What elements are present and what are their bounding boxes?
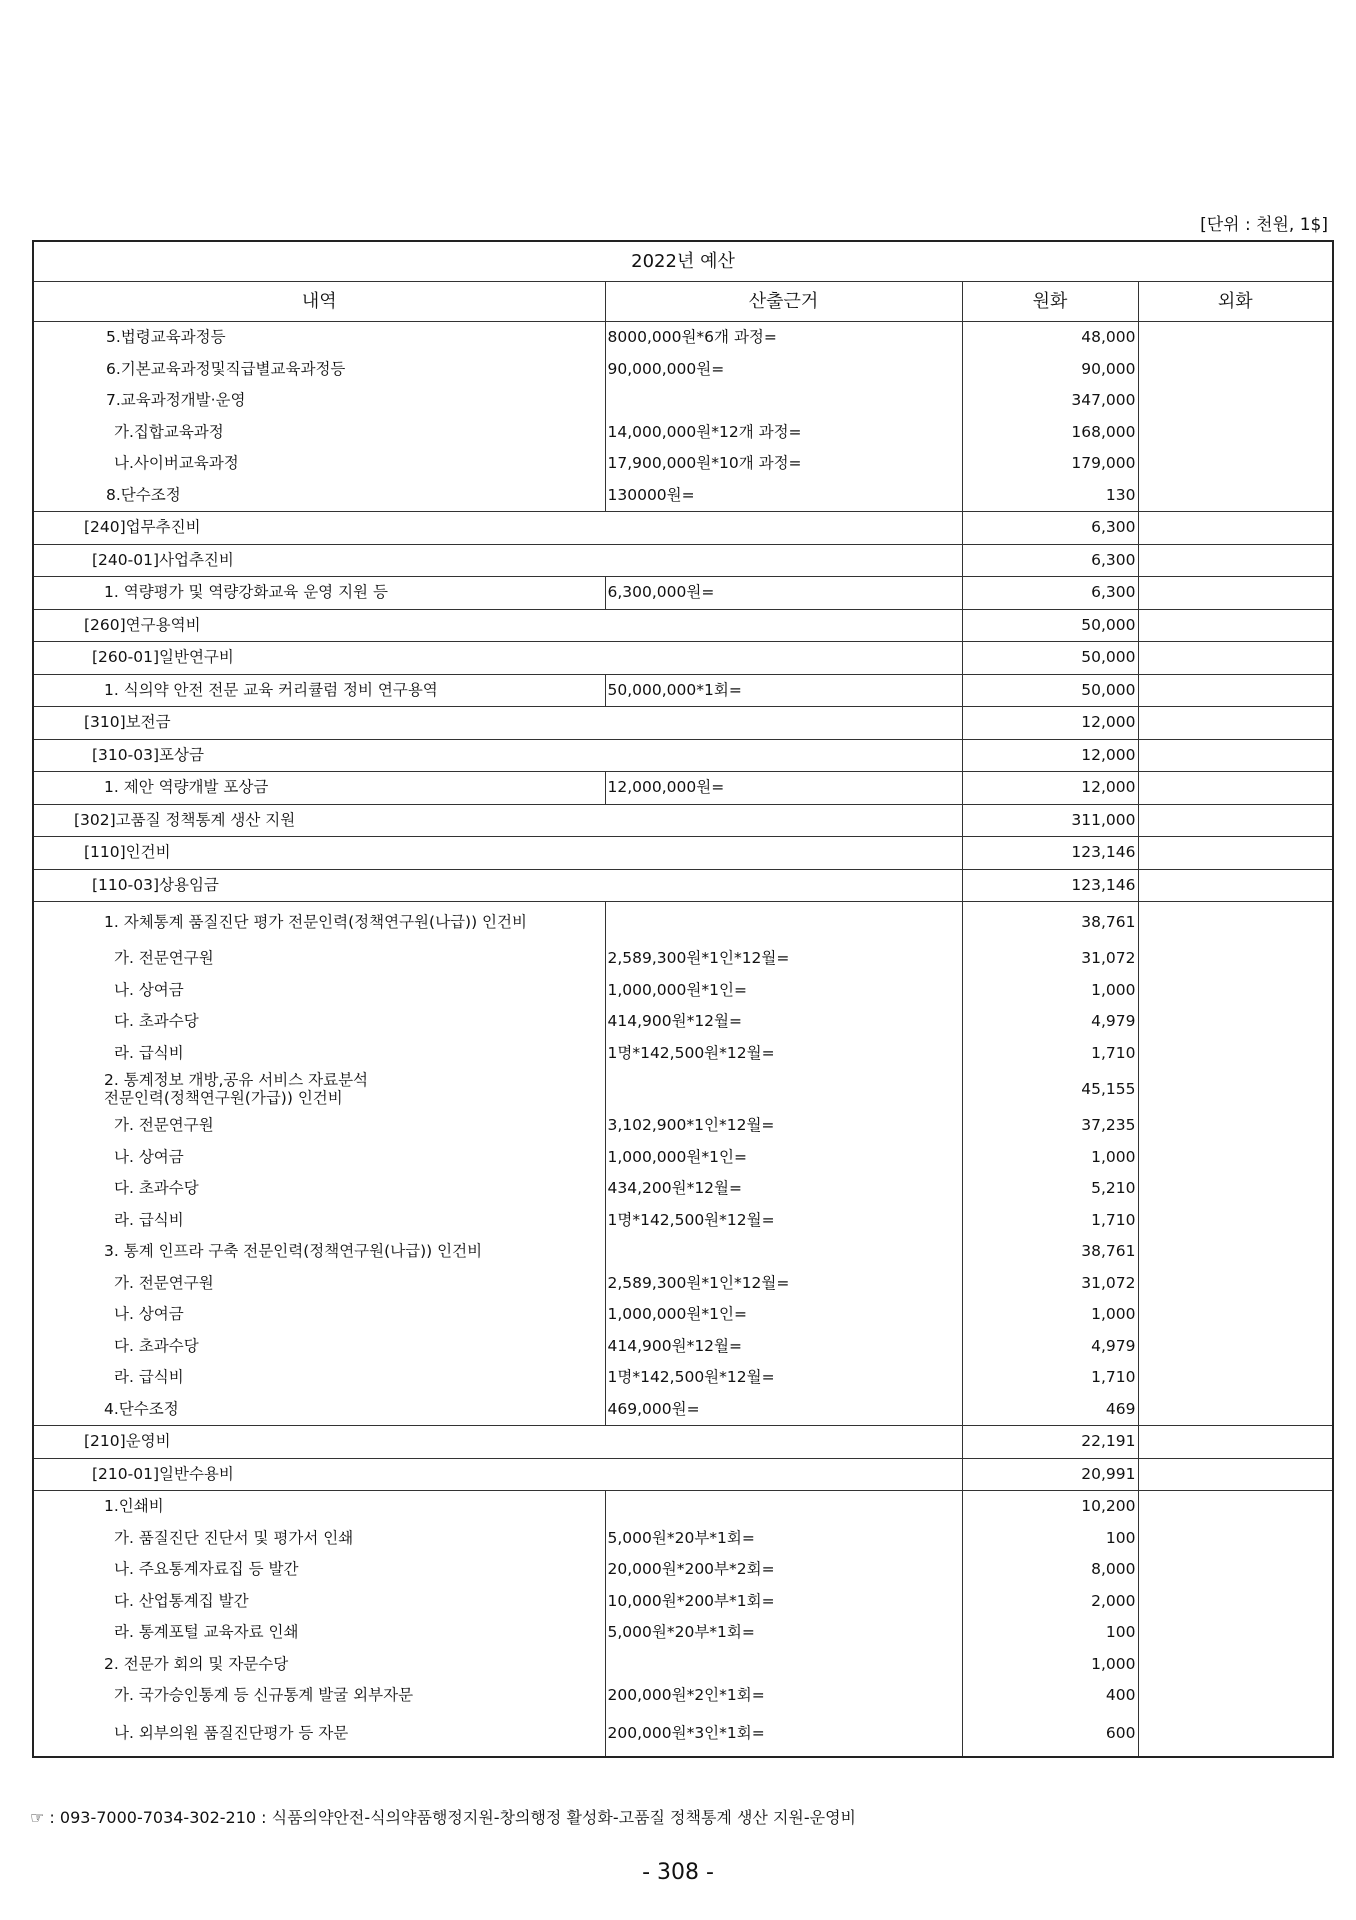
budget-table [32, 240, 1334, 1758]
row-basis: 1,000,000원*1인= [605, 1299, 962, 1331]
row-basis [605, 385, 962, 417]
table-row [33, 417, 1333, 449]
row-item: 나. 주요통계자료집 등 발간 [33, 1554, 605, 1586]
row-krw-amount: 8,000 [962, 1554, 1138, 1586]
row-item: 5.법령교육과정등 [33, 322, 605, 354]
row-krw-amount: 123,146 [962, 837, 1138, 870]
row-item: 다. 초과수당 [33, 1173, 605, 1205]
row-krw-amount: 311,000 [962, 804, 1138, 837]
row-fx-amount [1138, 1680, 1333, 1712]
table-row [33, 1491, 1333, 1523]
row-item: [260]연구용역비 [33, 609, 962, 642]
row-fx-amount [1138, 1205, 1333, 1237]
table-row [33, 869, 1333, 902]
table-row [33, 1038, 1333, 1070]
row-basis: 5,000원*20부*1회= [605, 1523, 962, 1555]
row-fx-amount [1138, 804, 1333, 837]
row-krw-amount: 1,000 [962, 1649, 1138, 1681]
row-item: 나. 외부의원 품질진단평가 등 자문 [33, 1712, 605, 1757]
table-row [33, 385, 1333, 417]
row-krw-amount: 1,000 [962, 975, 1138, 1007]
row-fx-amount [1138, 385, 1333, 417]
row-krw-amount: 20,991 [962, 1458, 1138, 1491]
table-row [33, 1523, 1333, 1555]
row-basis [605, 1236, 962, 1268]
row-krw-amount: 1,710 [962, 1205, 1138, 1237]
row-fx-amount [1138, 577, 1333, 610]
col-krw-header: 원화 [962, 282, 1138, 322]
row-basis: 50,000,000*1회= [605, 674, 962, 707]
row-item: [110-03]상용임금 [33, 869, 962, 902]
table-row [33, 577, 1333, 610]
table-row [33, 322, 1333, 354]
row-fx-amount [1138, 512, 1333, 545]
table-row [33, 544, 1333, 577]
row-basis: 12,000,000원= [605, 772, 962, 805]
row-krw-amount: 6,300 [962, 544, 1138, 577]
table-row [33, 1142, 1333, 1174]
row-item: 나. 상여금 [33, 1299, 605, 1331]
row-fx-amount [1138, 1586, 1333, 1618]
row-fx-amount [1138, 1299, 1333, 1331]
row-fx-amount [1138, 902, 1333, 944]
row-fx-amount [1138, 1426, 1333, 1459]
row-fx-amount [1138, 1069, 1333, 1110]
row-fx-amount [1138, 1362, 1333, 1394]
table-row [33, 1006, 1333, 1038]
row-krw-amount: 48,000 [962, 322, 1138, 354]
row-item: [110]인건비 [33, 837, 962, 870]
row-krw-amount: 347,000 [962, 385, 1138, 417]
row-krw-amount: 50,000 [962, 674, 1138, 707]
table-row [33, 480, 1333, 512]
row-basis: 5,000원*20부*1회= [605, 1617, 962, 1649]
row-item: [240]업무추진비 [33, 512, 962, 545]
row-item: [310]보전금 [33, 707, 962, 740]
row-item: 1. 식의약 안전 전문 교육 커리큘럼 정비 연구용역 [33, 674, 605, 707]
row-fx-amount [1138, 544, 1333, 577]
row-item: 7.교육과정개발·운영 [33, 385, 605, 417]
table-row [33, 1586, 1333, 1618]
row-krw-amount: 100 [962, 1617, 1138, 1649]
row-fx-amount [1138, 1554, 1333, 1586]
row-basis [605, 1491, 962, 1523]
row-krw-amount: 22,191 [962, 1426, 1138, 1459]
row-item: 3. 통계 인프라 구축 전문인력(정책연구원(나급)) 인건비 [33, 1236, 605, 1268]
row-item: 8.단수조정 [33, 480, 605, 512]
row-item: [210]운영비 [33, 1426, 962, 1459]
row-basis: 1명*142,500원*12월= [605, 1038, 962, 1070]
row-fx-amount [1138, 943, 1333, 975]
page-number: - 308 - [642, 1860, 714, 1885]
row-item: 1. 역량평가 및 역량강화교육 운영 지원 등 [33, 577, 605, 610]
row-krw-amount: 469 [962, 1394, 1138, 1426]
row-basis: 6,300,000원= [605, 577, 962, 610]
table-row [33, 1617, 1333, 1649]
row-basis [605, 902, 962, 944]
row-basis: 1명*142,500원*12월= [605, 1362, 962, 1394]
row-krw-amount: 4,979 [962, 1006, 1138, 1038]
row-krw-amount: 1,710 [962, 1038, 1138, 1070]
row-item: 나.사이버교육과정 [33, 448, 605, 480]
row-krw-amount: 38,761 [962, 1236, 1138, 1268]
budget-code-footnote: ☞ : 093-7000-7034-302-210 : 식품의약안전-식의약품행정지원-창의행정 활성화-고품질 정책통계 생산 지원-운영비 [30, 1808, 857, 1827]
table-row [33, 1362, 1333, 1394]
row-krw-amount: 179,000 [962, 448, 1138, 480]
row-krw-amount: 12,000 [962, 707, 1138, 740]
table-row [33, 674, 1333, 707]
row-basis: 1명*142,500원*12월= [605, 1205, 962, 1237]
row-krw-amount: 6,300 [962, 512, 1138, 545]
table-row [33, 1458, 1333, 1491]
row-basis: 17,900,000원*10개 과정= [605, 448, 962, 480]
row-fx-amount [1138, 1038, 1333, 1070]
row-basis: 2,589,300원*1인*12월= [605, 943, 962, 975]
row-basis: 14,000,000원*12개 과정= [605, 417, 962, 449]
row-basis: 8000,000원*6개 과정= [605, 322, 962, 354]
row-krw-amount: 38,761 [962, 902, 1138, 944]
row-krw-amount: 31,072 [962, 1268, 1138, 1300]
row-fx-amount [1138, 739, 1333, 772]
row-krw-amount: 1,000 [962, 1299, 1138, 1331]
row-fx-amount [1138, 837, 1333, 870]
year-header: 2022년 예산 [33, 241, 1333, 282]
row-item: 가.집합교육과정 [33, 417, 605, 449]
row-basis [605, 1649, 962, 1681]
row-fx-amount [1138, 1712, 1333, 1757]
row-fx-amount [1138, 448, 1333, 480]
row-item: [240-01]사업추진비 [33, 544, 962, 577]
row-krw-amount: 4,979 [962, 1331, 1138, 1363]
row-item: [302]고품질 정책통계 생산 지원 [33, 804, 962, 837]
table-row [33, 975, 1333, 1007]
table-row [33, 707, 1333, 740]
row-item: 다. 초과수당 [33, 1331, 605, 1363]
row-fx-amount [1138, 1236, 1333, 1268]
table-row [33, 772, 1333, 805]
row-basis: 469,000원= [605, 1394, 962, 1426]
table-row [33, 448, 1333, 480]
table-row [33, 1680, 1333, 1712]
table-row [33, 1205, 1333, 1237]
row-fx-amount [1138, 1649, 1333, 1681]
row-krw-amount: 45,155 [962, 1069, 1138, 1110]
row-krw-amount: 400 [962, 1680, 1138, 1712]
row-krw-amount: 130 [962, 480, 1138, 512]
row-fx-amount [1138, 1142, 1333, 1174]
row-fx-amount [1138, 1006, 1333, 1038]
row-basis [605, 1069, 962, 1110]
row-basis: 20,000원*200부*2회= [605, 1554, 962, 1586]
table-row [33, 1268, 1333, 1300]
row-item: 2. 통계정보 개방,공유 서비스 자료분석 전문인력(정책연구원(가급)) 인건비 [33, 1069, 605, 1110]
table-row [33, 1394, 1333, 1426]
col-basis-header: 산출근거 [605, 282, 962, 322]
row-krw-amount: 123,146 [962, 869, 1138, 902]
row-basis: 3,102,900*1인*12월= [605, 1110, 962, 1142]
row-item: 나. 상여금 [33, 1142, 605, 1174]
row-krw-amount: 2,000 [962, 1586, 1138, 1618]
table-row [33, 354, 1333, 386]
table-row [33, 739, 1333, 772]
row-item: 가. 전문연구원 [33, 1268, 605, 1300]
row-fx-amount [1138, 642, 1333, 675]
row-item: 1. 제안 역량개발 포상금 [33, 772, 605, 805]
row-fx-amount [1138, 772, 1333, 805]
table-row [33, 804, 1333, 837]
row-item: [210-01]일반수용비 [33, 1458, 962, 1491]
row-item: 가. 국가승인통계 등 신규통계 발굴 외부자문 [33, 1680, 605, 1712]
row-item: 다. 산업통계집 발간 [33, 1586, 605, 1618]
table-row [33, 1236, 1333, 1268]
row-krw-amount: 50,000 [962, 642, 1138, 675]
row-item: 가. 품질진단 진단서 및 평가서 인쇄 [33, 1523, 605, 1555]
row-item: 1.인쇄비 [33, 1491, 605, 1523]
row-krw-amount: 1,000 [962, 1142, 1138, 1174]
row-krw-amount: 12,000 [962, 739, 1138, 772]
row-item: 가. 전문연구원 [33, 943, 605, 975]
row-basis: 414,900원*12월= [605, 1331, 962, 1363]
row-item: 1. 자체통계 품질진단 평가 전문인력(정책연구원(나급)) 인건비 [33, 902, 605, 944]
row-krw-amount: 90,000 [962, 354, 1138, 386]
row-fx-amount [1138, 354, 1333, 386]
table-row [33, 609, 1333, 642]
row-krw-amount: 6,300 [962, 577, 1138, 610]
row-basis: 10,000원*200부*1회= [605, 1586, 962, 1618]
table-row [33, 1173, 1333, 1205]
table-row [33, 837, 1333, 870]
row-fx-amount [1138, 1394, 1333, 1426]
table-row [33, 1712, 1333, 1757]
row-fx-amount [1138, 707, 1333, 740]
row-krw-amount: 37,235 [962, 1110, 1138, 1142]
row-basis: 1,000,000원*1인= [605, 975, 962, 1007]
row-item: 라. 통계포털 교육자료 인쇄 [33, 1617, 605, 1649]
row-fx-amount [1138, 480, 1333, 512]
table-row [33, 1649, 1333, 1681]
row-basis: 90,000,000원= [605, 354, 962, 386]
table-row [33, 1110, 1333, 1142]
row-item: 6.기본교육과정및직급별교육과정등 [33, 354, 605, 386]
unit-label: [단위 : 천원, 1$] [1200, 215, 1328, 235]
table-row [33, 1069, 1333, 1110]
table-row [33, 1299, 1333, 1331]
row-fx-amount [1138, 417, 1333, 449]
row-fx-amount [1138, 609, 1333, 642]
table-row [33, 642, 1333, 675]
row-krw-amount: 10,200 [962, 1491, 1138, 1523]
row-fx-amount [1138, 1331, 1333, 1363]
table-row [33, 902, 1333, 944]
row-fx-amount [1138, 1458, 1333, 1491]
row-krw-amount: 100 [962, 1523, 1138, 1555]
row-fx-amount [1138, 1523, 1333, 1555]
row-basis: 414,900원*12월= [605, 1006, 962, 1038]
table-row [33, 1554, 1333, 1586]
row-fx-amount [1138, 1268, 1333, 1300]
row-fx-amount [1138, 1110, 1333, 1142]
row-krw-amount: 1,710 [962, 1362, 1138, 1394]
row-fx-amount [1138, 1173, 1333, 1205]
row-basis: 200,000원*3인*1회= [605, 1712, 962, 1757]
row-item: 라. 급식비 [33, 1038, 605, 1070]
row-krw-amount: 168,000 [962, 417, 1138, 449]
row-item: 다. 초과수당 [33, 1006, 605, 1038]
row-item: 라. 급식비 [33, 1205, 605, 1237]
row-krw-amount: 600 [962, 1712, 1138, 1757]
col-fx-header: 외화 [1138, 282, 1333, 322]
row-item: 2. 전문가 회의 및 자문수당 [33, 1649, 605, 1681]
row-item: 라. 급식비 [33, 1362, 605, 1394]
row-fx-amount [1138, 674, 1333, 707]
row-basis: 200,000원*2인*1회= [605, 1680, 962, 1712]
row-fx-amount [1138, 975, 1333, 1007]
row-item: 나. 상여금 [33, 975, 605, 1007]
row-fx-amount [1138, 869, 1333, 902]
row-fx-amount [1138, 1491, 1333, 1523]
table-row [33, 1426, 1333, 1459]
budget-body [33, 322, 1333, 1757]
row-basis: 2,589,300원*1인*12월= [605, 1268, 962, 1300]
row-fx-amount [1138, 1617, 1333, 1649]
table-row [33, 1331, 1333, 1363]
row-krw-amount: 5,210 [962, 1173, 1138, 1205]
row-item: 가. 전문연구원 [33, 1110, 605, 1142]
row-item: [260-01]일반연구비 [33, 642, 962, 675]
table-row [33, 943, 1333, 975]
row-basis: 1,000,000원*1인= [605, 1142, 962, 1174]
col-item-header: 내역 [33, 282, 605, 322]
row-basis: 434,200원*12월= [605, 1173, 962, 1205]
row-item: [310-03]포상금 [33, 739, 962, 772]
row-basis: 130000원= [605, 480, 962, 512]
table-row [33, 512, 1333, 545]
row-item: 4.단수조정 [33, 1394, 605, 1426]
row-krw-amount: 31,072 [962, 943, 1138, 975]
row-krw-amount: 12,000 [962, 772, 1138, 805]
row-fx-amount [1138, 322, 1333, 354]
row-krw-amount: 50,000 [962, 609, 1138, 642]
